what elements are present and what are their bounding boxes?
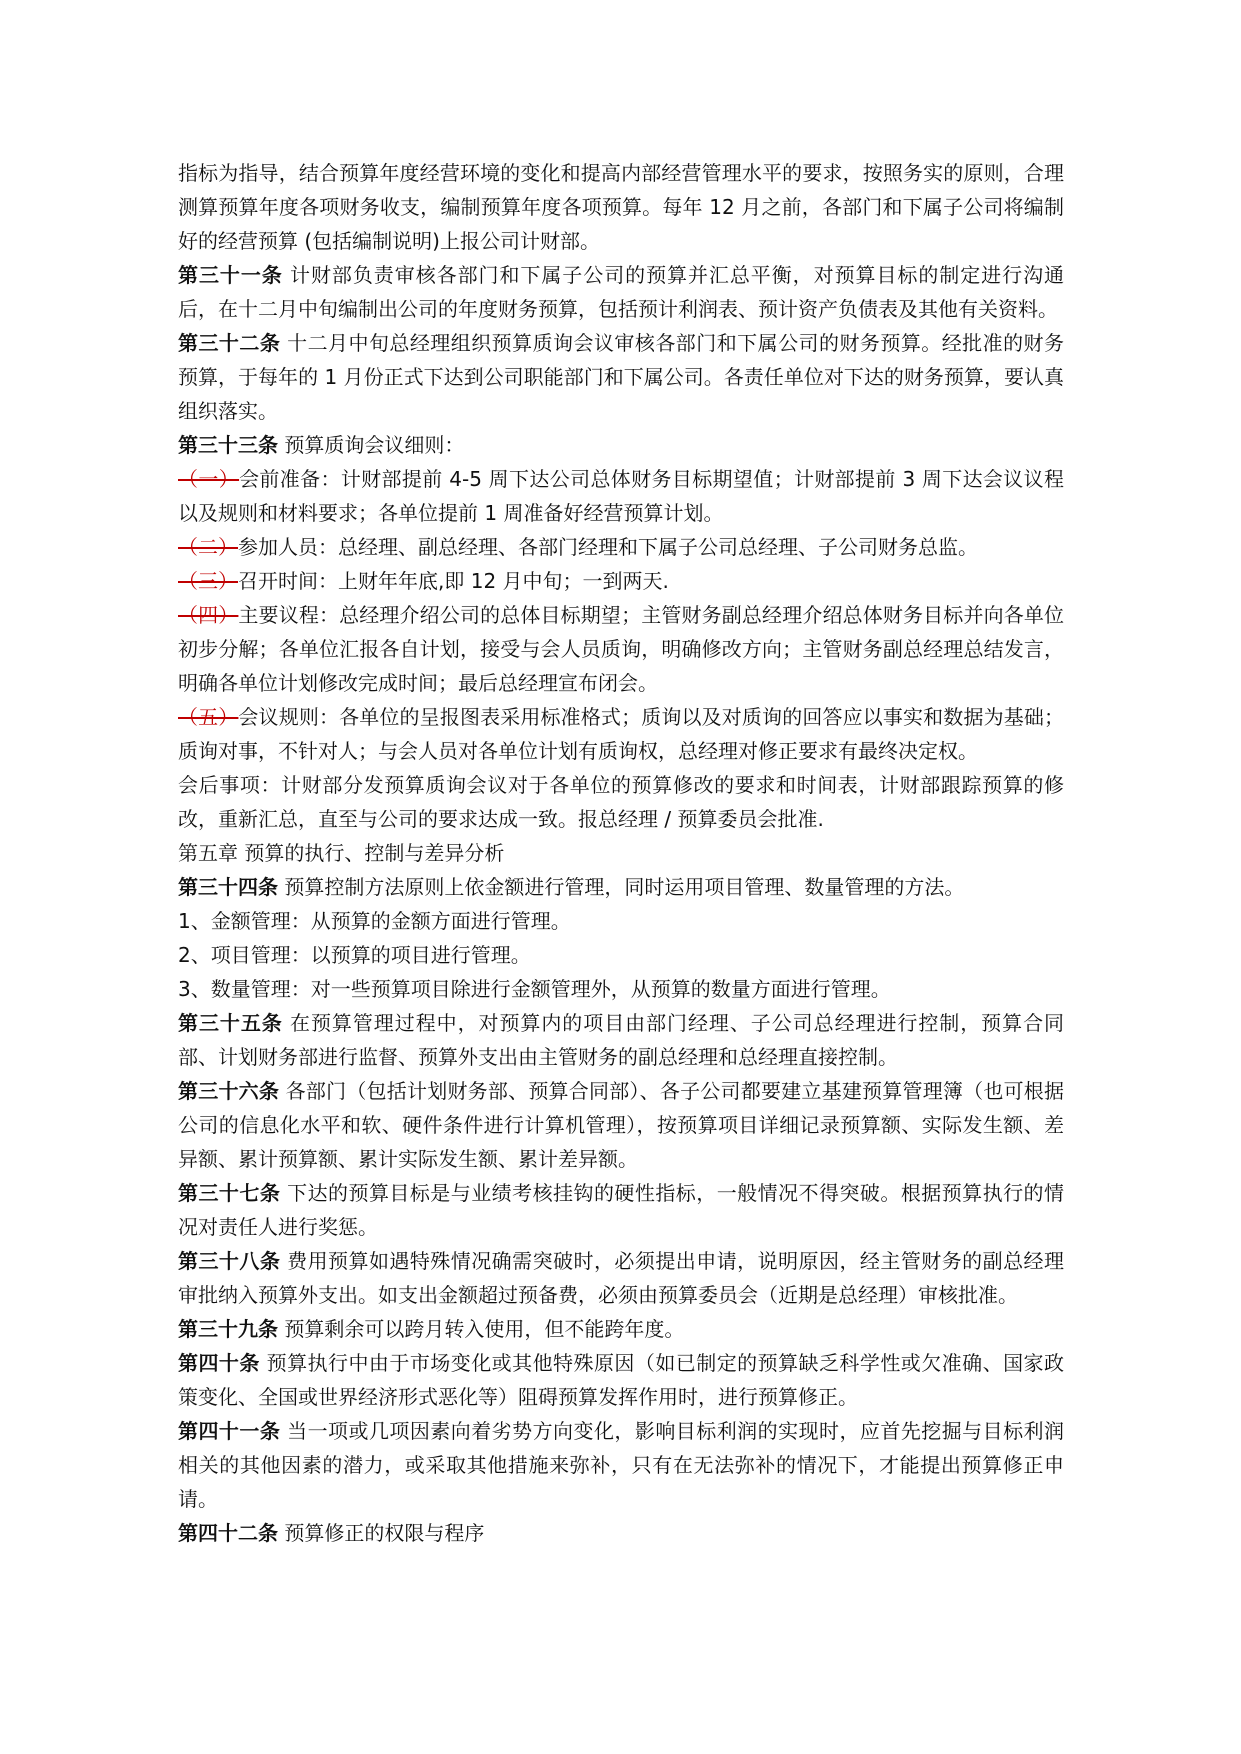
paragraph bbox=[178, 326, 1064, 428]
article-number: 第三十七条 bbox=[178, 1181, 281, 1205]
article-number: 第三十六条 bbox=[178, 1079, 280, 1103]
after-meeting-paragraph: 会后事项：计财部分发预算质询会议对于各单位的预算修改的要求和时间表，计财部跟踪预算的修改，重新汇总，直至与公司的要求达成一致。报总经理 / 预算委员会批准. bbox=[178, 773, 1064, 831]
paragraph bbox=[178, 1346, 1064, 1414]
list-item bbox=[178, 462, 1064, 530]
paragraph bbox=[178, 1176, 1064, 1244]
article-number: 第三十五条 bbox=[178, 1011, 283, 1035]
list-item bbox=[178, 564, 1064, 598]
paragraph bbox=[178, 258, 1064, 326]
paragraph-text: 在预算管理过程中，对预算内的项目由部门经理、子公司总经理进行控制，预算合同部、计划财务部进行监督、预算外支出由主管财务的副总经理和总经理直接控制。 bbox=[178, 1011, 1065, 1069]
list-item bbox=[178, 598, 1064, 700]
paragraph bbox=[178, 1414, 1064, 1516]
article-number: 第三十三条 bbox=[178, 433, 278, 457]
paragraph-text: 预算质询会议细则： bbox=[278, 433, 465, 457]
paragraph-text: 预算剩余可以跨月转入使用，但不能跨年度。 bbox=[278, 1317, 685, 1341]
article-number: 第三十九条 bbox=[178, 1317, 278, 1341]
document-page bbox=[178, 156, 1064, 1550]
article-number: 第四十一条 bbox=[178, 1419, 281, 1443]
list-item-text: 主要议程：总经理介绍公司的总体目标期望；主管财务副总经理介绍总体财务目标并向各单位初步分解；各单位汇报各自计划，接受与会人员质询，明确修改方向；主管财务副总经理总结发言，明确各单位计划修改完成时间；最后总经理宣布闭会。 bbox=[178, 603, 1065, 695]
deleted-marker: （四） bbox=[178, 603, 239, 627]
article-number: 第三十八条 bbox=[178, 1249, 281, 1273]
paragraph bbox=[178, 156, 1064, 258]
article-number: 第三十四条 bbox=[178, 875, 278, 899]
paragraph bbox=[178, 1074, 1064, 1176]
paragraph bbox=[178, 1244, 1064, 1312]
list-item-text: 召开时间：上财年年底,即 12 月中旬；一到两天. bbox=[238, 569, 669, 593]
deleted-marker: （二） bbox=[178, 535, 238, 559]
paragraph bbox=[178, 1006, 1064, 1074]
list-item-text: 会前准备：计财部提前 4-5 周下达公司总体财务目标期望值；计财部提前 3 周下达会议议程以及规则和材料要求；各单位提前 1 周准备好经营预算计划。 bbox=[178, 467, 1064, 525]
list-item bbox=[178, 530, 1064, 564]
article-number: 第四十条 bbox=[178, 1351, 260, 1375]
paragraph-text: 下达的预算目标是与业绩考核挂钩的硬性指标，一般情况不得突破。根据预算执行的情况对责任人进行奖惩。 bbox=[178, 1181, 1065, 1239]
paragraph-text: 预算执行中由于市场变化或其他特殊原因（如已制定的预算缺乏科学性或欠准确、国家政策变化、全国或世界经济形式恶化等）阻碍预算发挥作用时，进行预算修正。 bbox=[178, 1351, 1064, 1409]
article-number: 第三十二条 bbox=[178, 331, 281, 355]
paragraph-text: 费用预算如遇特殊情况确需突破时，必须提出申请，说明原因，经主管财务的副总经理审批纳入预算外支出。如支出金额超过预备费，必须由预算委员会（近期是总经理）审核批准。 bbox=[178, 1249, 1065, 1307]
paragraph-text: 预算控制方法原则上依金额进行管理，同时运用项目管理、数量管理的方法。 bbox=[278, 875, 965, 899]
paragraph bbox=[178, 1516, 1064, 1550]
paragraph bbox=[178, 1312, 1064, 1346]
paragraph-text: 计财部负责审核各部门和下属子公司的预算并汇总平衡，对预算目标的制定进行沟通后，在十二月中旬编制出公司的年度财务预算，包括预计利润表、预计资产负债表及其他有关资料。 bbox=[178, 263, 1065, 321]
list-item bbox=[178, 700, 1064, 768]
method-item: 3、数量管理：对一些预算项目除进行金额管理外，从预算的数量方面进行管理。 bbox=[178, 977, 891, 1001]
deleted-marker: （三） bbox=[178, 569, 238, 593]
article-number: 第三十一条 bbox=[178, 263, 283, 287]
paragraph-text: 十二月中旬总经理组织预算质询会议审核各部门和下属公司的财务预算。经批准的财务预算，于每年的 1 月份正式下达到公司职能部门和下属公司。各责任单位对下达的财务预算，要认真组织落实。 bbox=[178, 331, 1065, 423]
method-item: 2、项目管理：以预算的项目进行管理。 bbox=[178, 943, 531, 967]
paragraph-text: 当一项或几项因素向着劣势方向变化，影响目标利润的实现时，应首先挖掘与目标利润相关的其他因素的潜力，或采取其他措施来弥补，只有在无法弥补的情况下，才能提出预算修正申请。 bbox=[178, 1419, 1065, 1511]
list-item-text: 会议规则：各单位的呈报图表采用标准格式；质询以及对质询的回答应以事实和数据为基础；质询对事，不针对人；与会人员对各单位计划有质询权，总经理对修正要求有最终决定权。 bbox=[178, 705, 1065, 763]
paragraph bbox=[178, 428, 1064, 462]
article-number: 第四十二条 bbox=[178, 1521, 278, 1545]
deleted-marker: （五） bbox=[178, 705, 239, 729]
paragraph-text: 指标为指导，结合预算年度经营环境的变化和提高内部经营管理水平的要求，按照务实的原则，合理测算预算年度各项财务收支，编制预算年度各项预算。每年 12 月之前，各部门和下属子公司将编制好的经营预算 (包括编制说明)上报公司计财部。 bbox=[178, 161, 1064, 253]
paragraph-text: 各部门（包括计划财务部、预算合同部）、各子公司都要建立基建预算管理簿（也可根据公司的信息化水平和软、硬件条件进行计算机管理），按预算项目详细记录预算额、实际发生额、差异额、累计预算额、累计实际发生额、累计差异额。 bbox=[178, 1079, 1065, 1171]
chapter-heading: 第五章 预算的执行、控制与差异分析 bbox=[178, 841, 505, 865]
paragraph bbox=[178, 870, 1064, 904]
deleted-marker: （一） bbox=[178, 467, 240, 491]
method-item: 1、金额管理：从预算的金额方面进行管理。 bbox=[178, 909, 571, 933]
list-item-text: 参加人员：总经理、副总经理、各部门经理和下属子公司总经理、子公司财务总监。 bbox=[238, 535, 978, 559]
paragraph-text: 预算修正的权限与程序 bbox=[278, 1521, 485, 1545]
